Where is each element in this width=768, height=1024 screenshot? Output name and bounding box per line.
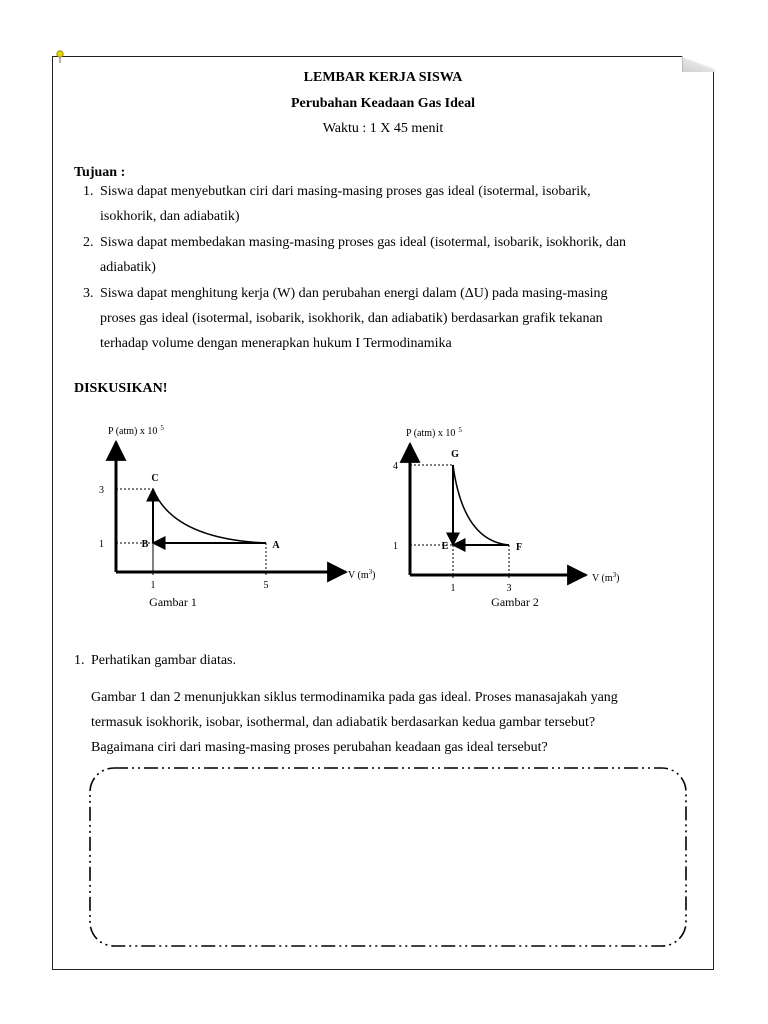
tujuan-item-line: proses gas ideal (isotermal, isobarik, isokhorik, dan adiabatik) berdasarkan grafik tekanan: [100, 311, 603, 326]
x-axis-label-close: ): [616, 573, 620, 584]
x-axis-label-exponent: 3: [612, 571, 617, 579]
x-axis-label-exponent: 3: [368, 568, 373, 576]
y-tick-label: 3: [99, 485, 104, 496]
y-axis-label: P (atm) x 10 $^5$: [406, 426, 462, 439]
question-line: termasuk isokhorik, isobar, isothermal, dan adiabatik berdasarkan kedua gambar tersebut?: [91, 715, 596, 730]
x-tick-label: 1: [450, 583, 456, 594]
tujuan-item-line: Siswa dapat menyebutkan ciri dari masing-masing proses gas ideal (isotermal, isobarik,: [100, 184, 591, 199]
y-axis-label-exponent: 5: [160, 424, 164, 432]
tujuan-item-number: 3.: [83, 286, 94, 301]
answer-box[interactable]: [88, 766, 688, 950]
point-label-B: B: [141, 539, 149, 550]
x-axis-label: V $(m^3)$: [592, 571, 620, 584]
question-number: 1.: [74, 653, 85, 668]
x-axis-label: V $(m^3)$: [348, 568, 376, 581]
point-label-C: C: [151, 473, 159, 484]
process-curve-GF: [453, 465, 509, 545]
tujuan-item-line: Siswa dapat membedakan masing-masing proses gas ideal (isotermal, isobarik, isokhorik, dan: [100, 235, 627, 250]
tujuan-item-line: terhadap volume dengan menerapkan hukum I Termodinamika: [100, 336, 452, 351]
figure-caption: Gambar 1: [149, 595, 197, 609]
worksheet-title: LEMBAR KERJA SISWA: [303, 70, 463, 85]
worksheet-subtitle: Perubahan Keadaan Gas Ideal: [291, 96, 475, 111]
point-label-F: F: [515, 542, 523, 553]
x-tick-label: 5: [263, 580, 269, 591]
x-tick-label: 1: [150, 580, 156, 591]
tujuan-item-line: Siswa dapat menghitung kerja (W) dan perubahan energi dalam (ΔU) pada masing-masing: [100, 286, 608, 301]
process-curve-CA: [153, 489, 266, 543]
tujuan-item-line: isokhorik, dan adiabatik): [100, 209, 240, 224]
y-tick-label: 1: [393, 541, 398, 552]
worksheet-time: Waktu : 1 X 45 menit: [322, 121, 444, 136]
x-axis-label-close: ): [372, 570, 376, 581]
question-intro: Perhatikan gambar diatas.: [91, 653, 237, 668]
diskusikan-heading: DISKUSIKAN!: [74, 381, 168, 396]
x-tick-label: 3: [506, 583, 512, 594]
tujuan-item-line: adiabatik): [100, 260, 156, 275]
tujuan-item-number: 1.: [83, 184, 94, 199]
tujuan-item-number: 2.: [83, 235, 94, 250]
point-label-E: E: [441, 541, 449, 552]
point-label-A: A: [272, 540, 280, 551]
tujuan-heading: Tujuan :: [74, 165, 126, 180]
y-tick-label: 1: [99, 539, 104, 550]
question-line: Bagaimana ciri dari masing-masing proses perubahan keadaan gas ideal tersebut?: [91, 740, 548, 755]
y-axis-label: P (atm) x 10 $^5$: [108, 424, 164, 437]
y-axis-label-exponent: 5: [458, 426, 462, 434]
point-label-G: G: [451, 449, 459, 460]
question-line: Gambar 1 dan 2 menunjukkan siklus termodinamika pada gas ideal. Proses manasajakah yang: [91, 690, 618, 705]
figure-caption: Gambar 2: [491, 595, 539, 609]
y-tick-label: 4: [393, 461, 398, 472]
